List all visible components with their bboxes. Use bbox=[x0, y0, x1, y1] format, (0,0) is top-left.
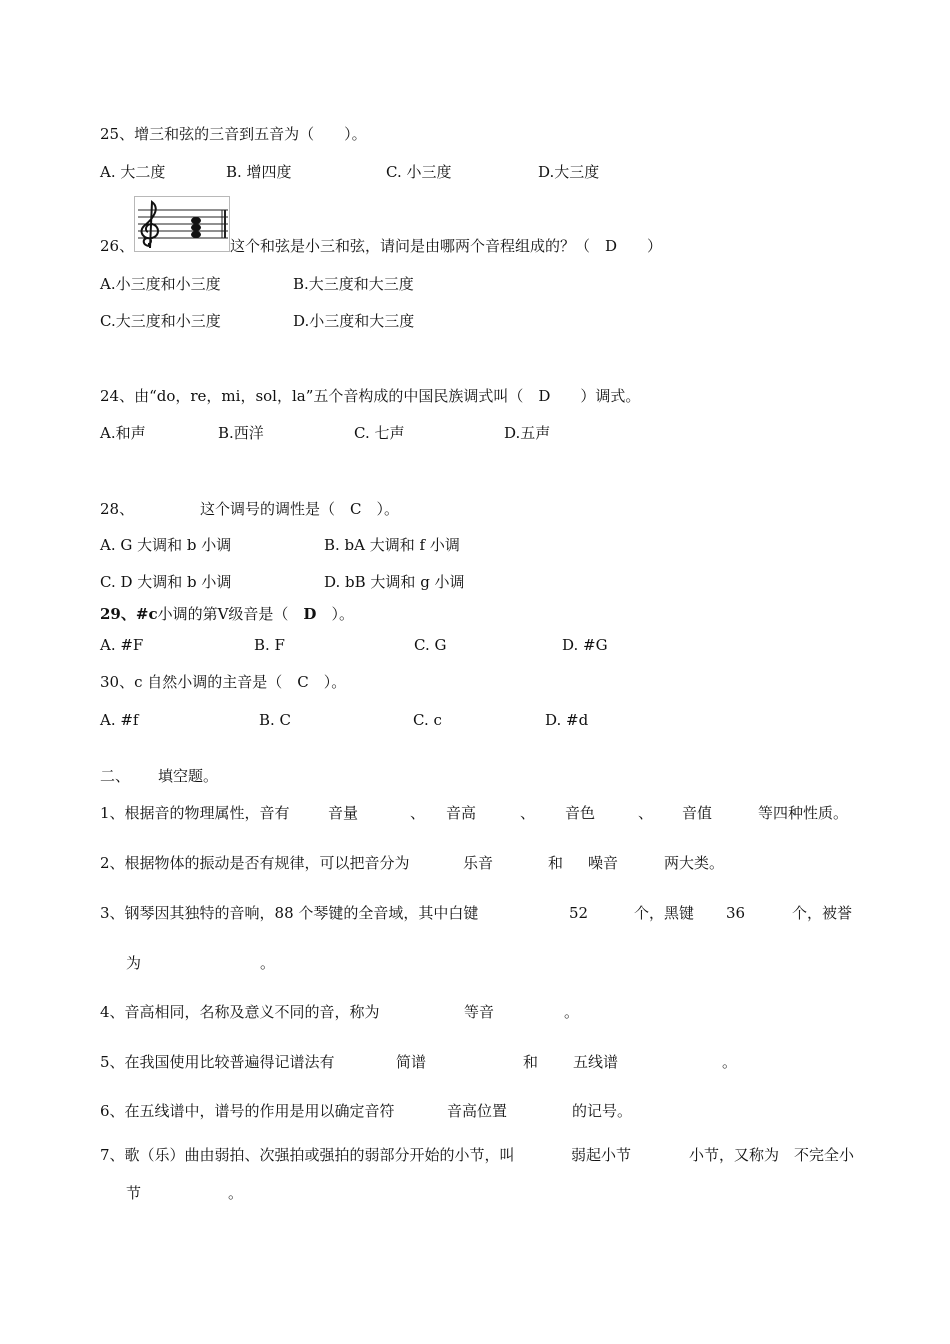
fill-2-mid: 和 bbox=[548, 854, 564, 872]
question-30-option-d: D. #d bbox=[545, 711, 589, 729]
question-24-option-b: B.西洋 bbox=[218, 424, 264, 442]
fill-3-mid-2: 个，被誉 bbox=[792, 904, 853, 922]
fill-1-end: 等四种性质。 bbox=[758, 804, 849, 822]
question-25-stem: 25、增三和弦的三音到五音为（ ）。 bbox=[100, 125, 367, 143]
fill-7-answer-1: 弱起小节 bbox=[571, 1146, 632, 1164]
fill-4-text: 4、音高相同，名称及意义不同的音，称为 bbox=[100, 1003, 380, 1021]
question-24-option-c: C. 七声 bbox=[354, 424, 405, 442]
question-29-stem bbox=[100, 604, 354, 624]
fill-1-answer-4: 音值 bbox=[682, 804, 713, 822]
fill-7-answer-2: 不完全小 bbox=[794, 1146, 855, 1164]
question-29-answer: D bbox=[303, 605, 317, 623]
fill-7-line2-start: 节 bbox=[126, 1184, 142, 1202]
fill-1-answer-3: 音色 bbox=[565, 804, 596, 822]
question-26-stem: 这个和弦是小三和弦，请问是由哪两个音程组成的？（ D ） bbox=[230, 237, 663, 255]
fill-1-answer-1: 音量 bbox=[328, 804, 359, 822]
fill-3-mid-1: 个，黑键 bbox=[634, 904, 695, 922]
fill-3-line2-end: 。 bbox=[260, 954, 276, 972]
fill-1-text: 1、根据音的物理属性，音有 bbox=[100, 804, 290, 822]
question-26-option-c: C.大三度和小三度 bbox=[100, 312, 221, 330]
question-30-option-c: C. c bbox=[413, 711, 442, 729]
fill-7-text: 7、歌（乐）曲由弱拍、次强拍或强拍的弱部分开始的小节，叫 bbox=[100, 1146, 515, 1164]
fill-3-line2-start: 为 bbox=[126, 954, 142, 972]
question-29-option-b: B. F bbox=[254, 636, 285, 654]
fill-7-line2-end: 。 bbox=[228, 1184, 244, 1202]
fill-4-end: 。 bbox=[564, 1003, 580, 1021]
question-24-option-d: D.五声 bbox=[504, 424, 551, 442]
fill-1-sep-3: 、 bbox=[638, 804, 654, 822]
question-29-option-a: A. #F bbox=[100, 636, 144, 654]
fill-5-end: 。 bbox=[722, 1053, 738, 1071]
fill-2-text: 2、根据物体的振动是否有规律，可以把音分为 bbox=[100, 854, 410, 872]
question-24-option-a: A.和声 bbox=[100, 424, 146, 442]
fill-2-end: 两大类。 bbox=[664, 854, 725, 872]
question-28-option-b: B. bA 大调和 f 小调 bbox=[324, 536, 460, 554]
question-25-option-a: A. 大二度 bbox=[100, 163, 166, 181]
fill-5-mid: 和 bbox=[523, 1053, 539, 1071]
question-25-option-d: D.大三度 bbox=[538, 163, 600, 181]
fill-6-text: 6、在五线谱中，谱号的作用是用以确定音符 bbox=[100, 1102, 395, 1120]
fill-2-answer-1: 乐音 bbox=[463, 854, 494, 872]
fill-1-sep-2: 、 bbox=[520, 804, 536, 822]
question-26-option-a: A.小三度和小三度 bbox=[100, 275, 221, 293]
fill-6-end: 的记号。 bbox=[572, 1102, 633, 1120]
fill-7-mid: 小节，又称为 bbox=[689, 1146, 780, 1164]
section-2-title: 填空题。 bbox=[158, 767, 219, 785]
question-30-stem: 30、c 自然小调的主音是（ C ）。 bbox=[100, 673, 347, 691]
question-29-option-d: D. #G bbox=[562, 636, 608, 654]
question-24-stem: 24、由“do，re，mi，sol，la”五个音构成的中国民族调式叫（ D ）调式。 bbox=[100, 387, 641, 405]
section-2-number: 二、 bbox=[100, 767, 131, 785]
question-28-option-a: A. G 大调和 b 小调 bbox=[100, 536, 232, 554]
question-29-number: 29、 bbox=[100, 605, 136, 623]
fill-1-answer-2: 音高 bbox=[446, 804, 477, 822]
question-29-end: ）。 bbox=[316, 605, 354, 623]
fill-5-answer-2: 五线谱 bbox=[573, 1053, 619, 1071]
fill-5-text: 5、在我国使用比较普遍得记谱法有 bbox=[100, 1053, 335, 1071]
question-28-stem: 这个调号的调性是（ C ）。 bbox=[200, 500, 399, 518]
fill-3-text: 3、钢琴因其独特的音响，88 个琴键的全音域，其中白键 bbox=[100, 904, 479, 922]
question-26-option-b: B.大三度和大三度 bbox=[293, 275, 414, 293]
fill-2-answer-2: 噪音 bbox=[588, 854, 619, 872]
fill-3-answer-2: 36 bbox=[726, 904, 746, 922]
question-26-option-d: D.小三度和大三度 bbox=[293, 312, 415, 330]
question-28-number: 28、 bbox=[100, 500, 135, 518]
question-26-number: 26、 bbox=[100, 237, 135, 255]
fill-1-sep-1: 、 bbox=[410, 804, 426, 822]
question-28-option-d: D. bB 大调和 g 小调 bbox=[324, 573, 465, 591]
chord-notes bbox=[191, 217, 201, 238]
fill-6-answer-1: 音高位置 bbox=[447, 1102, 508, 1120]
fill-5-answer-1: 简谱 bbox=[396, 1053, 427, 1071]
question-25-option-c: C. 小三度 bbox=[386, 163, 452, 181]
fill-4-answer-1: 等音 bbox=[464, 1003, 495, 1021]
question-29-text: 小调的第Ⅴ级音是（ bbox=[157, 605, 304, 623]
question-30-option-a: A. #f bbox=[100, 711, 139, 729]
question-29-option-c: C. G bbox=[414, 636, 447, 654]
question-28-option-c: C. D 大调和 b 小调 bbox=[100, 573, 232, 591]
treble-clef-chord-staff-image bbox=[134, 196, 230, 252]
question-29-key: #c bbox=[135, 605, 158, 623]
fill-3-answer-1: 52 bbox=[569, 904, 589, 922]
question-30-option-b: B. C bbox=[259, 711, 292, 729]
question-25-option-b: B. 增四度 bbox=[226, 163, 292, 181]
